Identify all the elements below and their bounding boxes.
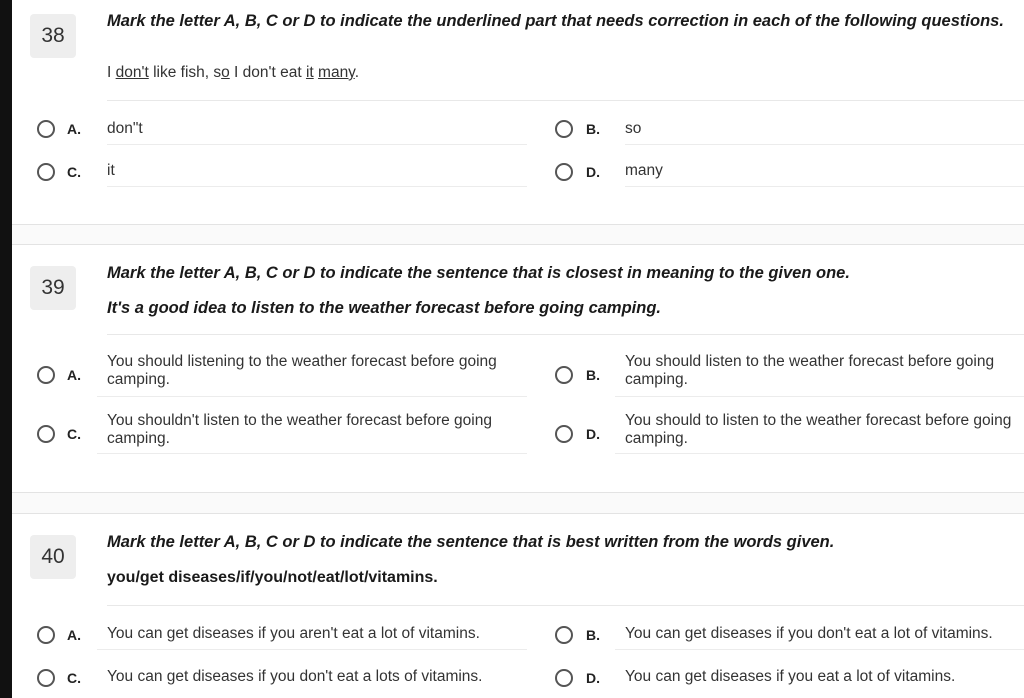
underlined-part-c: it [305, 64, 314, 81]
option-text: it [107, 162, 115, 179]
option-letter: A. [67, 627, 81, 643]
option-text: many [625, 162, 663, 179]
option-text: You can get diseases if you aren't eat a lot of vitamins. [107, 625, 480, 642]
option-text: so [625, 120, 642, 137]
option-letter: C. [67, 670, 81, 686]
quiz-page [12, 0, 1024, 698]
section-divider [12, 244, 1024, 245]
question-number-39: 39 [30, 266, 76, 310]
underlined-part-a: don't [115, 64, 149, 81]
sentence-text: I don't eat [229, 64, 306, 81]
radio-button[interactable] [37, 669, 55, 687]
divider [615, 396, 1024, 397]
radio-button[interactable] [555, 163, 573, 181]
option-text: You shouldn't listen to the weather forecast before going camping. [107, 412, 492, 447]
option-text: You should listen to the weather forecast before going camping. [625, 353, 995, 388]
radio-button[interactable] [37, 626, 55, 644]
divider [615, 649, 1024, 650]
divider [625, 144, 1024, 145]
divider [107, 100, 1024, 101]
section-gap [12, 225, 1024, 244]
option-letter: D. [586, 670, 600, 686]
divider [107, 605, 1024, 606]
radio-button[interactable] [37, 366, 55, 384]
option-text: don"t [107, 120, 143, 137]
divider [107, 334, 1024, 335]
radio-button[interactable] [555, 425, 573, 443]
radio-button[interactable] [555, 120, 573, 138]
option-letter: B. [586, 367, 600, 383]
divider [107, 144, 527, 145]
question-40-instruction: Mark the letter A, B, C or D to indicate the sentence that is best written from the words given. [107, 533, 835, 551]
option-text: You should to listen to the weather forecast before going camping. [625, 412, 1012, 447]
option-text: You can get diseases if you eat a lot of vitamins. [625, 668, 956, 685]
underlined-part-b: o [221, 64, 230, 81]
option-text: You can get diseases if you don't eat a lots of vitamins. [107, 668, 483, 685]
section-divider [12, 513, 1024, 514]
divider [615, 453, 1024, 454]
option-letter: A. [67, 367, 81, 383]
sentence-text: like fish, s [148, 64, 222, 81]
option-letter: C. [67, 164, 81, 180]
option-letter: B. [586, 121, 600, 137]
divider [97, 453, 527, 454]
underlined-part-d: many [318, 64, 355, 81]
question-38-instruction: Mark the letter A, B, C or D to indicate the underlined part that needs correction in each of the following questions. [107, 12, 1004, 30]
option-letter: C. [67, 426, 81, 442]
divider [625, 186, 1024, 187]
option-letter: D. [586, 426, 600, 442]
divider [107, 186, 527, 187]
option-letter: B. [586, 627, 600, 643]
radio-button[interactable] [555, 626, 573, 644]
question-40-sentence: you/get diseases/if/you/not/eat/lot/vitamins. [107, 569, 438, 586]
question-39-sentence: It's a good idea to listen to the weather forecast before going camping. [107, 299, 661, 317]
radio-button[interactable] [555, 366, 573, 384]
question-39-instruction: Mark the letter A, B, C or D to indicate the sentence that is closest in meaning to the given one. [107, 264, 850, 282]
divider [97, 396, 527, 397]
radio-button[interactable] [37, 425, 55, 443]
question-38-sentence [107, 64, 359, 82]
question-number-38: 38 [30, 14, 76, 58]
radio-button[interactable] [555, 669, 573, 687]
option-text: You should listening to the weather forecast before going camping. [107, 353, 497, 388]
option-text: You can get diseases if you don't eat a lot of vitamins. [625, 625, 993, 642]
sentence-text: . [354, 64, 360, 81]
sentence-text: I [107, 64, 116, 81]
question-number-40: 40 [30, 535, 76, 579]
radio-button[interactable] [37, 163, 55, 181]
radio-button[interactable] [37, 120, 55, 138]
divider [97, 649, 527, 650]
section-gap [12, 493, 1024, 513]
option-letter: D. [586, 164, 600, 180]
option-letter: A. [67, 121, 81, 137]
